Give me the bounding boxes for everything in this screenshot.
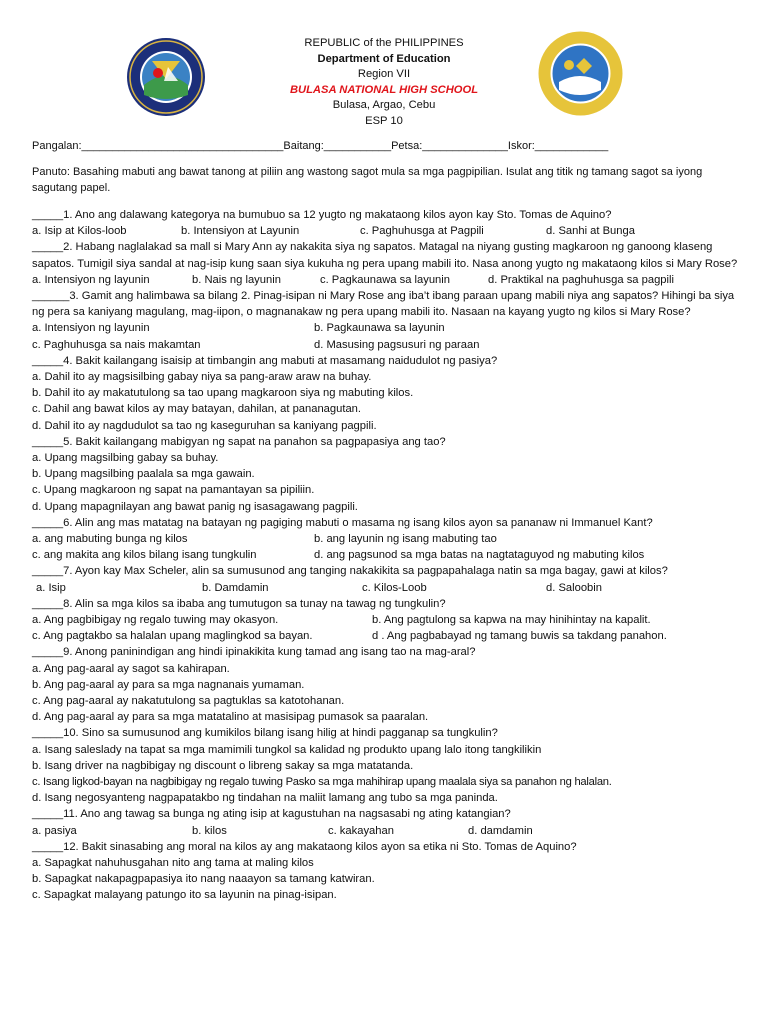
option: a. Upang magsilbing gabay sa buhay. (32, 451, 219, 464)
options-row (32, 223, 744, 239)
option: c. Sapagkat malayang patungo ito sa layunin na pinag-isipan. (32, 889, 337, 902)
option: a. Isang saleslady na tapat sa mga mamimili tungkol sa kalidad ng produkto upang lalo itong tangkilikin (32, 743, 542, 756)
options-row (32, 337, 744, 353)
option: b. Damdamin (202, 581, 269, 594)
option: a. Isip at Kilos-loob (32, 225, 127, 238)
option: a. Isip (36, 581, 66, 594)
address-line: Bulasa, Argao, Cebu (332, 99, 436, 111)
option: a. Ang pagbibigay ng regalo tuwing may okasyon. (32, 613, 279, 626)
option: d. ang pagsunod sa mga batas na nagtataguyod ng mabuting kilos (314, 549, 645, 562)
option: d. damdamin (468, 824, 533, 837)
option: a. Sapagkat nahuhusgahan nito ang tama at maling kilos (32, 856, 314, 869)
option: c. Upang magkaroon ng sapat na pamantayan sa pipiliin. (32, 484, 315, 497)
option: d. Ang pag-aaral ay para sa mga matatalino at masisipag pumasok sa paaralan. (32, 711, 429, 724)
region-line: Region VII (357, 68, 411, 80)
question-1: _____1. Ano ang dalawang kategorya na bumubuo sa 12 yugto ng makataong kilos ayon kay Sto. Tomas de Aquino? (32, 209, 612, 221)
school-name: BULASA NATIONAL HIGH SCHOOL (289, 83, 479, 96)
question-3: ______3. Gamit ang halimbawa sa bilang 2. Pinag-isipan ni Mary Rose ang iba’t ibang paraan upang mabili niya ang sapatos? Hihingi ba siya ng pera sa kaniyang magulang, mag-iipon, o magnanakaw ng pera upang mabili ito. Nasaan na kayang yugto ng kilos si Mary Rose? (32, 289, 735, 319)
question-4: _____4. Bakit kailangang isaisip at timbangin ang mabuti at masamang naidudulot ng pasiya? (32, 354, 498, 367)
options-row (32, 628, 744, 644)
option: a. Intensiyon ng layunin (32, 322, 150, 335)
option: b. Ang pagtulong sa kapwa na may hinihintay na kapalit. (372, 613, 651, 626)
option: d. Upang mapagnilayan ang bawat panig ng isasagawang pagpili. (32, 500, 358, 513)
option: b. Upang magsilbing paalala sa mga gawain. (32, 468, 255, 481)
option: c. Ang pag-aaral ay nakatutulong sa pagtuklas sa katotohanan. (32, 694, 345, 707)
option: d. Isang negosyanteng nagpapatakbo ng tindahan na maliit lamang ang tubo sa mga paninda. (32, 792, 498, 805)
option: c. Dahil ang bawat kilos ay may batayan, dahilan, at pananagutan. (32, 403, 362, 416)
question-5: _____5. Bakit kailangang mabigyan ng sapat na panahon sa pagpapasiya ang tao? (32, 435, 446, 448)
subject-line: ESP 10 (365, 114, 403, 127)
question-7: _____7. Ayon kay Max Scheler, alin sa sumusunod ang tanging nakakikita sa pagpapahalaga natin sa mga bagay, gawi at kilos? (32, 565, 668, 578)
options-row (32, 320, 744, 336)
document-header (0, 36, 768, 129)
question-6: _____6. Alin ang mas matatag na batayan ng pagiging mabuti o masama ng isang kilos ayon sa pananaw ni Immanuel Kant? (32, 516, 653, 529)
option: c. ang makita ang kilos bilang isang tungkulin (32, 549, 257, 562)
option: b. Sapagkat nakapagpapasiya ito nang naaayon sa tamang katwiran. (32, 873, 375, 886)
option: b. Pagkaunawa sa layunin (314, 322, 445, 335)
option: a. Ang pag-aaral ay sagot sa kahirapan. (32, 662, 230, 675)
option: b. Nais ng layunin (192, 273, 281, 286)
option: c. Pagkaunawa sa layunin (320, 273, 450, 286)
option: a. pasiya (32, 824, 77, 837)
options-row (32, 272, 744, 288)
option: b. Dahil ito ay makatutulong sa tao upang magkaroon siya ng mabuting kilos. (32, 387, 414, 400)
option: b. Intensiyon at Layunin (181, 225, 300, 238)
option: c. Isang ligkod-bayan na nagbibigay ng regalo tuwing Pasko sa mga mahihirap upang maalala siya sa panahon ng halalan. (32, 775, 612, 788)
option: b. ang layunin ng isang mabuting tao (314, 533, 497, 545)
option: c. Paghuhusga at Pagpili (360, 225, 484, 238)
options-row (32, 823, 744, 839)
options-row (32, 531, 744, 547)
question-2: _____2. Habang naglalakad sa mall si Mary Ann ay nakakita siya ng sapatos. Matagal na niyang gusting magkaroon ng ganoong klaseng sapatos. Tumigil siya sandal at nag-isip kung saan siya kukuha ng pera upang mabili ito. Nasa anong yugto ng makataong kilos si Mary Rose? (32, 241, 738, 270)
option: d. Praktikal na paghuhusga sa pagpili (488, 273, 674, 286)
option: b. Isang driver na nagbibigay ng discount o libreng sakay sa mga matatanda. (32, 759, 414, 772)
republic-line: REPUBLIC of the PHILIPPINES (304, 37, 464, 49)
question-11: _____11. Ano ang tawag sa bunga ng ating isip at kagustuhan na nagsasabi ng ating katangian? (32, 808, 511, 821)
option: d. Dahil ito ay nagdudulot sa tao ng kaseguruhan sa kaniyang pagpili. (32, 419, 377, 432)
options-row (32, 547, 744, 563)
option: c. Kilos-Loob (362, 581, 427, 594)
option: a. ang mabuting bunga ng kilos (32, 533, 188, 545)
question-10: _____10. Sino sa sumusunod ang kumikilos bilang isang hilig at hindi pagganap sa tungkulin? (32, 727, 498, 740)
instructions: Panuto: Basahing mabuti ang bawat tanong at piliin ang wastong sagot mula sa mga pagpipilian. Isulat ang titik ng tamang sagot sa iyong sagutang papel. (32, 166, 703, 194)
option: c. kakayahan (328, 824, 394, 837)
option: d. Sanhi at Bunga (546, 225, 635, 238)
option: d . Ang pagbabayad ng tamang buwis sa takdang panahon. (372, 630, 667, 643)
question-9: _____9. Anong paninindigan ang hindi ipinakikita kung tamad ang isang tao na mag-aral? (32, 646, 476, 659)
option: d. Saloobin (546, 581, 602, 594)
question-8: _____8. Alin sa mga kilos sa ibaba ang tumutugon sa tunay na tawag ng tungkulin? (32, 597, 446, 610)
question-12: _____12. Bakit sinasabing ang moral na kilos ay ang makataong kilos ayon sa etika ni Sto. Tomas de Aquino? (32, 840, 577, 853)
option: b. kilos (192, 824, 227, 837)
department-line: Department of Education (317, 52, 451, 65)
option: a. Dahil ito ay magsisilbing gabay niya sa pang-araw araw na buhay. (32, 370, 372, 383)
option: a. Intensiyon ng layunin (32, 273, 150, 286)
option: c. Ang pagtakbo sa halalan upang maglingkod sa bayan. (32, 630, 313, 643)
options-row (32, 580, 744, 596)
option: c. Paghuhusga sa nais makamtan (32, 338, 201, 351)
question-list (32, 207, 744, 904)
option: b. Ang pag-aaral ay para sa mga nagnanais yumaman. (32, 678, 305, 691)
option: d. Masusing pagsusuri ng paraan (314, 338, 480, 351)
student-info-line: Pangalan:_________________________________Baitang:___________Petsa:______________Iskor:____________ (32, 140, 609, 152)
options-row (32, 612, 744, 628)
